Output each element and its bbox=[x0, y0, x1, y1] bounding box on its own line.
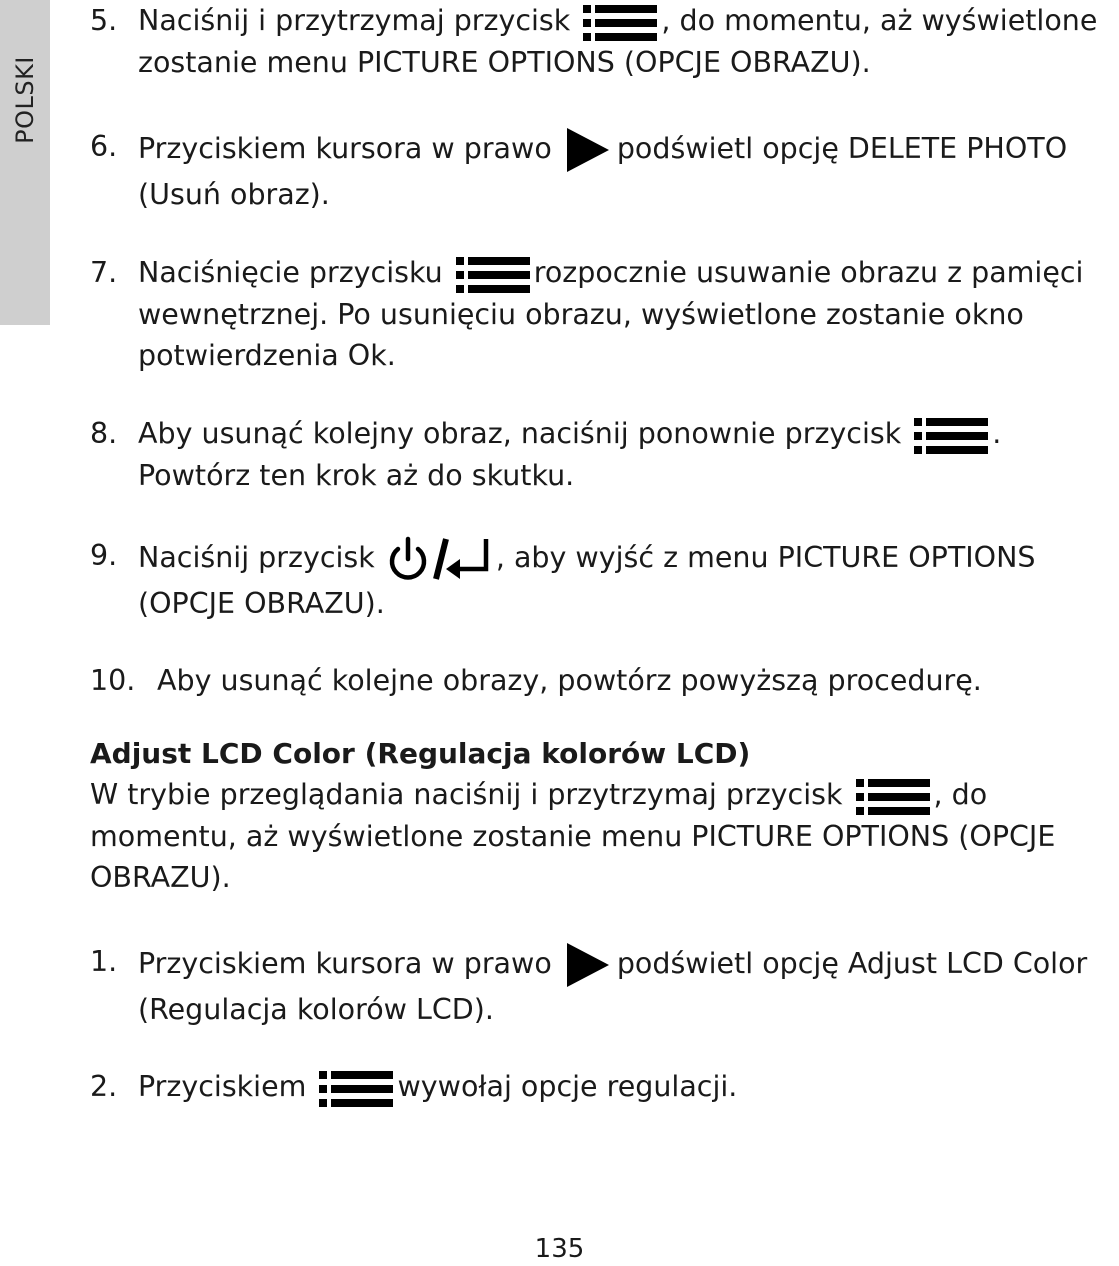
step-number: 2. bbox=[90, 1070, 118, 1103]
step-number: 6. bbox=[90, 130, 118, 163]
step-text-before: Przyciskiem kursora w prawo bbox=[138, 947, 552, 980]
language-tab bbox=[0, 0, 50, 325]
section-intro bbox=[90, 774, 1110, 898]
play-icon bbox=[565, 941, 611, 989]
step-text-after: podświetl opcję DELETE PHOTO (Usuń obraz). bbox=[138, 132, 1068, 211]
step-text-after: wywołaj opcje regulacji. bbox=[397, 1070, 738, 1103]
step-6 bbox=[90, 126, 1115, 215]
menu-icon bbox=[456, 254, 530, 294]
section-adjust-lcd-color bbox=[90, 734, 1110, 898]
menu-icon bbox=[856, 776, 930, 816]
intro-text-after: , do momentu, aż wyświetlone zostanie menu PICTURE OPTIONS (OPCJE OBRAZU). bbox=[90, 778, 1056, 894]
step-text-after: , do momentu, aż wyświetlone zostanie menu PICTURE OPTIONS (OPCJE OBRAZU). bbox=[138, 4, 1098, 79]
step-text-before: Przyciskiem kursora w prawo bbox=[138, 132, 552, 165]
step-text: Aby usunąć kolejne obrazy, powtórz powyższą procedurę. bbox=[157, 664, 982, 697]
step-8 bbox=[90, 413, 1115, 496]
intro-text-before: W trybie przeglądania naciśnij i przytrzymaj przycisk bbox=[90, 778, 843, 811]
step-number: 10. bbox=[90, 664, 136, 697]
lcd-step-2 bbox=[90, 1066, 1115, 1108]
menu-icon bbox=[914, 415, 988, 455]
power-enter-icon bbox=[388, 535, 492, 583]
step-text-before: Naciśnięcie przycisku bbox=[138, 256, 443, 289]
step-number: 5. bbox=[90, 4, 118, 37]
step-number: 7. bbox=[90, 256, 118, 289]
page-number: 135 bbox=[534, 1234, 585, 1264]
step-number: 1. bbox=[90, 945, 118, 978]
menu-icon bbox=[319, 1068, 393, 1108]
step-10 bbox=[90, 660, 1115, 701]
step-text-before: Przyciskiem bbox=[138, 1070, 307, 1103]
language-label: POLSKI bbox=[11, 56, 39, 144]
step-text-before: Naciśnij przycisk bbox=[138, 541, 375, 574]
step-text-before: Naciśnij i przytrzymaj przycisk bbox=[138, 4, 571, 37]
step-text-after: . Powtórz ten krok aż do skutku. bbox=[138, 417, 1002, 492]
step-text-after: rozpocznie usuwanie obrazu z pamięci wewnętrznej. Po usunięciu obrazu, wyświetlone zostanie okno potwierdzenia Ok. bbox=[138, 256, 1084, 372]
step-number: 8. bbox=[90, 417, 118, 450]
lcd-step-1 bbox=[90, 941, 1115, 1030]
step-text-after: podświetl opcję Adjust LCD Color (Regulacja kolorów LCD). bbox=[138, 947, 1088, 1026]
section-title: Adjust LCD Color (Regulacja kolorów LCD) bbox=[90, 737, 751, 770]
menu-icon bbox=[583, 2, 657, 42]
step-text-after: , aby wyjść z menu PICTURE OPTIONS (OPCJE OBRAZU). bbox=[138, 541, 1036, 620]
step-5 bbox=[90, 0, 1115, 83]
step-number: 9. bbox=[90, 539, 118, 572]
play-icon bbox=[565, 126, 611, 174]
step-7 bbox=[90, 252, 1115, 376]
step-text-before: Aby usunąć kolejny obraz, naciśnij ponownie przycisk bbox=[138, 417, 902, 450]
step-9 bbox=[90, 535, 1115, 624]
